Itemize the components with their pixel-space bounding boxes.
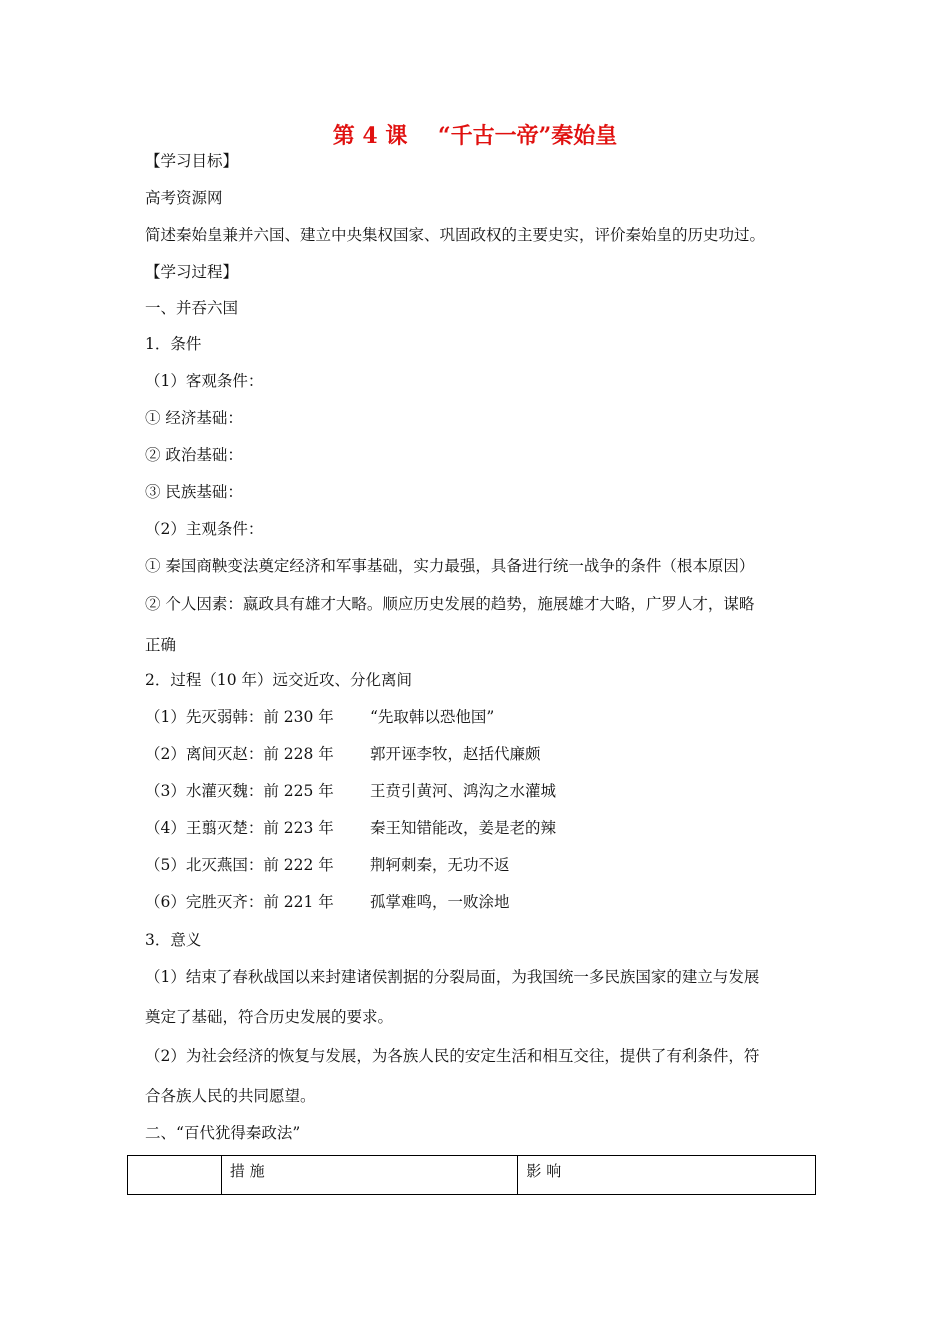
- process-note: 秦王知错能改，姜是老的辣: [370, 819, 557, 837]
- process-step: （6）完胜灭齐：前 221 年: [145, 893, 334, 911]
- section-heading-learning-goals: 【学习目标】: [145, 152, 239, 170]
- economic-basis: ① 经济基础：: [145, 409, 243, 427]
- table-header-measures: 措 施: [221, 1156, 518, 1195]
- table-header-impact: 影 响: [518, 1156, 816, 1195]
- process-step: （2）离间灭赵：前 228 年: [145, 745, 334, 763]
- personal-factor-cont: 正确: [145, 636, 177, 654]
- section-heading-learning-process: 【学习过程】: [145, 263, 239, 281]
- process-note: 孤掌难鸣，一败涂地: [370, 893, 510, 911]
- goal-text: 简述秦始皇兼并六国、建立中央集权国家、巩固政权的主要史实，评价秦始皇的历史功过。: [145, 226, 766, 244]
- subheading-conditions: 1．条件: [145, 335, 202, 353]
- measures-table: [127, 1155, 816, 1195]
- table-row: [128, 1156, 816, 1195]
- process-step: （3）水灌灭魏：前 225 年: [145, 782, 334, 800]
- lesson-title: 第 4 课 “千古一帝”秦始皇: [332, 123, 618, 149]
- heading-part-two: 二、“百代犹得秦政法”: [145, 1124, 301, 1142]
- process-step: （4）王翦灭楚：前 223 年: [145, 819, 334, 837]
- significance-one-cont: 奠定了基础，符合历史发展的要求。: [145, 1008, 394, 1026]
- political-basis: ② 政治基础：: [145, 446, 243, 464]
- process-note: 王贲引黄河、鸿沟之水灌城: [370, 782, 557, 800]
- subjective-conditions: （2）主观条件：: [145, 520, 264, 538]
- subheading-significance: 3．意义: [145, 931, 202, 949]
- table-header-cell: [128, 1156, 222, 1195]
- significance-one: （1）结束了春秋战国以来封建诸侯割据的分裂局面，为我国统一多民族国家的建立与发展: [145, 968, 760, 986]
- ethnic-basis: ③ 民族基础：: [145, 483, 243, 501]
- process-step: （5）北灭燕国：前 222 年: [145, 856, 334, 874]
- significance-two-cont: 合各族人民的共同愿望。: [145, 1087, 316, 1105]
- process-note: “先取韩以恐他国”: [370, 708, 495, 726]
- significance-two: （2）为社会经济的恢复与发展，为各族人民的安定生活和相互交往，提供了有利条件，符: [145, 1047, 760, 1065]
- objective-conditions: （1）客观条件：: [145, 372, 264, 390]
- process-step: （1）先灭弱韩：前 230 年: [145, 708, 334, 726]
- heading-part-one: 一、并吞六国: [145, 299, 239, 317]
- source-line: 高考资源网: [145, 189, 223, 207]
- subheading-process: 2．过程（10 年）远交近攻、分化离间: [145, 671, 413, 689]
- shang-yang-reform: ① 秦国商鞅变法奠定经济和军事基础，实力最强，具备进行统一战争的条件（根本原因）: [145, 557, 755, 575]
- process-note: 郭开诬李牧，赵括代廉颇: [370, 745, 541, 763]
- personal-factor: ② 个人因素：嬴政具有雄才大略。顺应历史发展的趋势，施展雄才大略，广罗人才，谋略: [145, 595, 755, 613]
- process-note: 荆轲刺秦，无功不返: [370, 856, 510, 874]
